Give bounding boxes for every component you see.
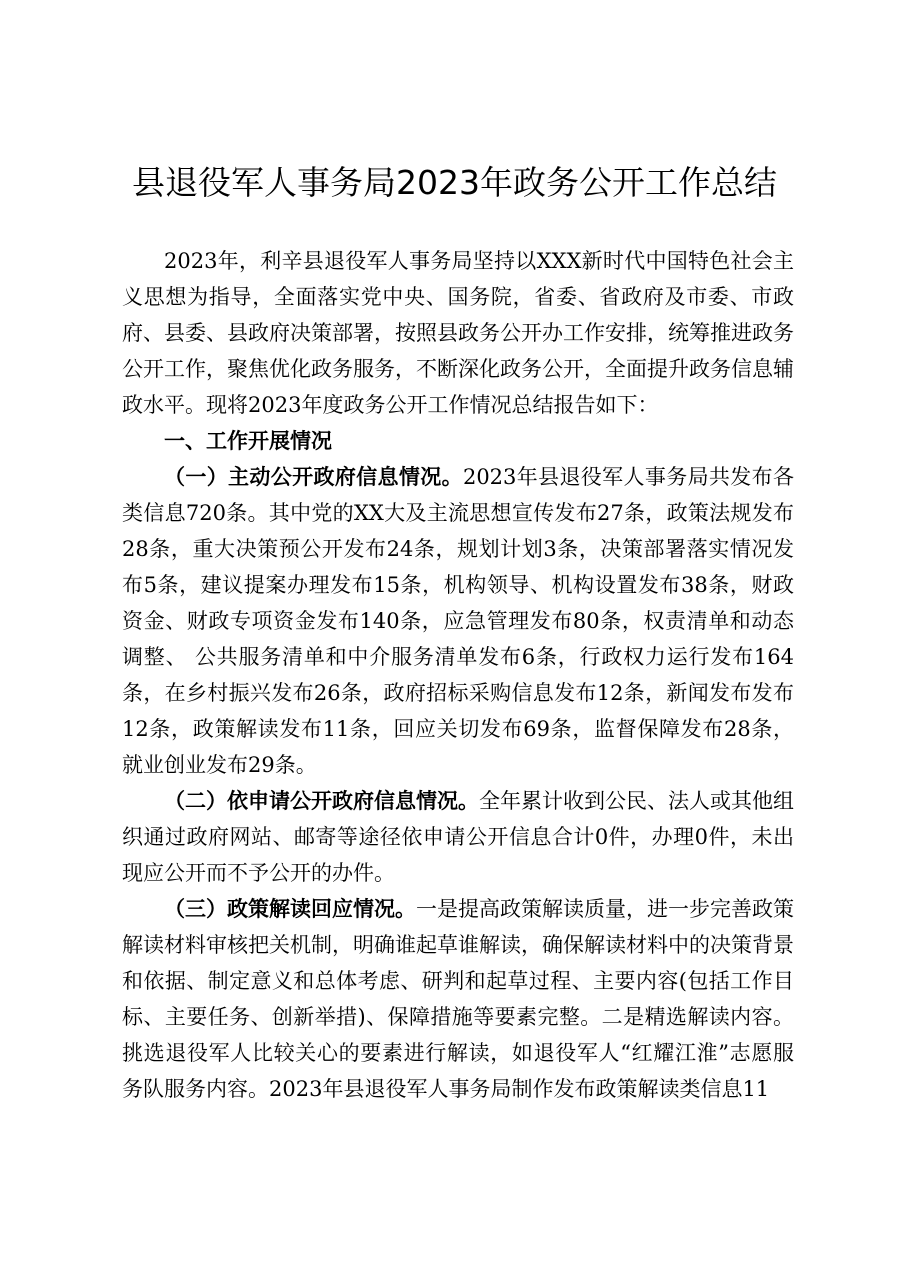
document-body <box>122 243 794 1107</box>
text-policy-interpretation: 一是提高政策解读质量，进一步完善政策解读材料审核把关机制，明确谁起草谁解读，确保解读材料中的决策背景和依据、制定意义和总体考虑、研判和起草过程、主要内容(包括工作目标、主要任务、创新举措)、保障措施等要素完整。二是精选解读内容。挑选退役军人比较关心的要素进行解读，如退役军人“红耀江淮”志愿服务队服务内容。2023年县退役军人事务局制作发布政策解读类信息11 <box>122 897 794 1101</box>
intro-paragraph: 2023年，利辛县退役军人事务局坚持以XXX新时代中国特色社会主义思想为指导，全面落实党中央、国务院，省委、省政府及市委、市政府、县委、县政府决策部署，按照县政务公开办工作安排，统筹推进政务公开工作，聚焦优化政务服务，不断深化政务公开，全面提升政务信息辅政水平。现将2023年度政务公开工作情况总结报告如下： <box>122 249 794 417</box>
document-title: 县退役军人事务局2023年政务公开工作总结 <box>132 163 777 202</box>
paragraph-proactive-disclosure <box>122 459 794 783</box>
subheading-request-disclosure: （二）依申请公开政府信息情况。 <box>164 788 479 813</box>
paragraph-policy-interpretation <box>122 891 794 1107</box>
text-request-disclosure: 全年累计收到公民、法人或其他组织通过政府网站、邮寄等途径依申请公开信息合计0件，办理0件，未出现应公开而不予公开的办件。 <box>122 789 794 885</box>
text-proactive-disclosure: 2023年县退役军人事务局共发布各类信息720条。其中党的XX大及主流思想宣传发布27条，政策法规发布28条，重大决策预公开发布24条，规划计划3条，决策部署落实情况发布5条，建议提案办理发布15条，机构领导、机构设置发布38条，财政资金、财政专项资金发布140条，应急管理发布80条，权责清单和动态调整、 公共服务清单和中介服务清单发布6条，行政权力运行发布164条，在乡村振兴发布26条，政府招标采购信息发布12条，新闻发布发布12条，政策解读发布11条，回应关切发布69条，监督保障发布28条，就业创业发布29条。 <box>122 465 794 777</box>
paragraph-request-disclosure <box>122 783 794 891</box>
section-heading-work-status: 一、工作开展情况 <box>164 429 332 453</box>
subheading-policy-interpretation: （三）政策解读回应情况。 <box>164 896 416 921</box>
subheading-proactive-disclosure: （一）主动公开政府信息情况。 <box>164 464 463 489</box>
